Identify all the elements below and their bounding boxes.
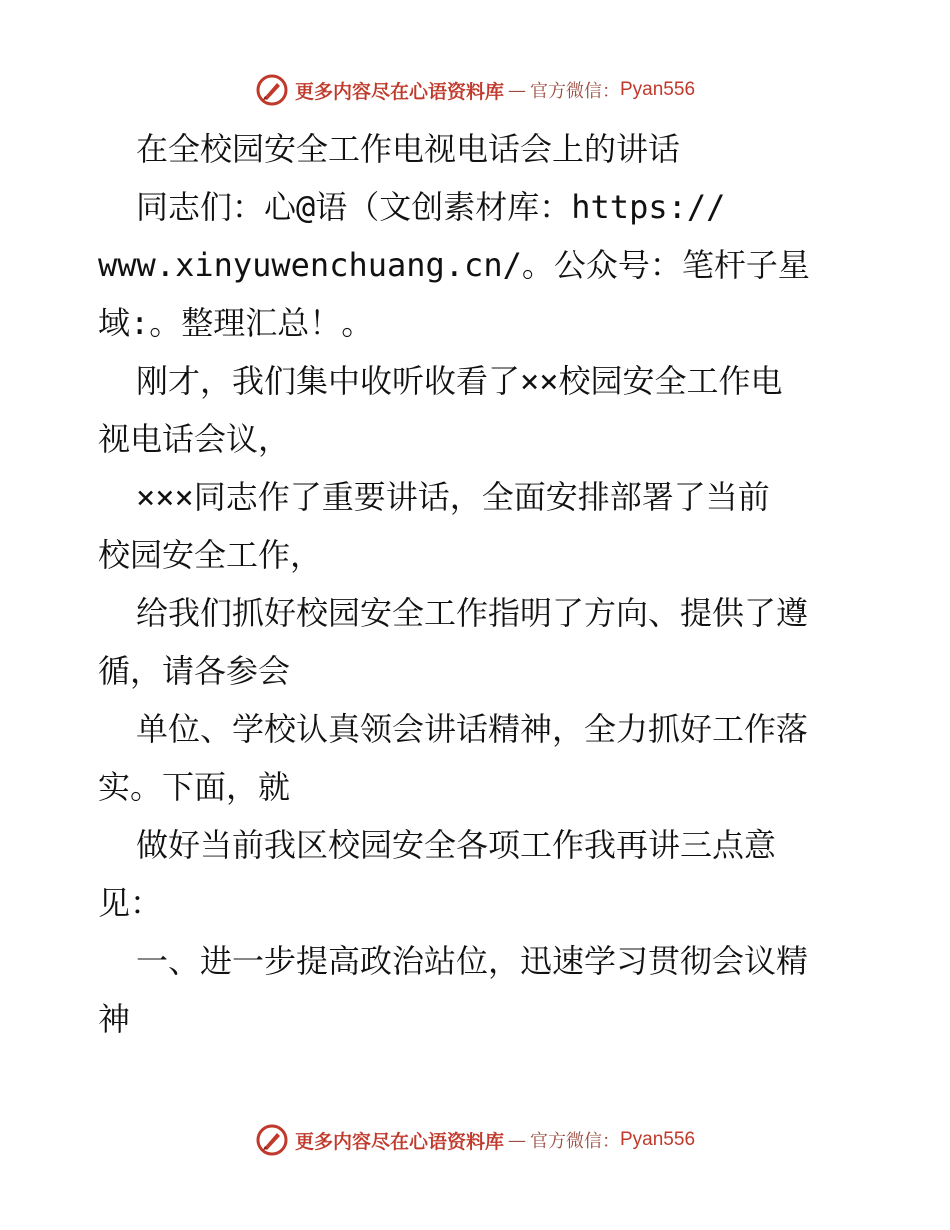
watermark-contact-id: Pyan556 (620, 1129, 696, 1150)
paragraph-line: www.xinyuwenchuang.cn/。公众号：笔杆子星 (98, 246, 810, 284)
watermark-contact-label: 官方微信： (530, 1131, 620, 1152)
paragraph-line: 神 (98, 1000, 131, 1038)
pen-circle-logo-icon (255, 73, 289, 107)
document-body (98, 120, 868, 1048)
paragraph-line: 做好当前我区校园安全各项工作我再讲三点意 (136, 826, 777, 864)
watermark-dash: — (508, 79, 526, 101)
paragraph-line: 刚才，我们集中收听收看了××校园安全工作电 (136, 362, 783, 400)
watermark-text: 更多内容尽在心语资料库 (294, 1130, 504, 1153)
watermark-text: 更多内容尽在心语资料库 (294, 80, 504, 103)
paragraph-line: ×××同志作了重要讲话，全面安排部署了当前 (136, 478, 770, 516)
paragraph-line: 给我们抓好校园安全工作指明了方向、提供了遵 (136, 594, 809, 632)
footer-watermark (0, 1120, 950, 1160)
paragraph-line: 域:。整理汇总！。 (98, 304, 374, 342)
watermark-contact-label: 官方微信： (530, 81, 620, 102)
document-title: 在全校园安全工作电视电话会上的讲话 (136, 130, 681, 168)
header-watermark (0, 70, 950, 110)
paragraph-line: 单位、学校认真领会讲话精神，全力抓好工作落 (136, 710, 809, 748)
paragraph-line: 循，请各参会 (98, 652, 291, 690)
pen-circle-logo-icon (255, 1123, 289, 1157)
section-heading: 一、进一步提高政治站位，迅速学习贯彻会议精 (136, 942, 809, 980)
watermark-contact-id: Pyan556 (620, 79, 696, 100)
paragraph-line: 视电话会议， (98, 420, 291, 458)
paragraph-line: 同志们：心@语（文创素材库：https:// (136, 188, 726, 226)
paragraph-line: 实。下面，就 (98, 768, 291, 806)
paragraph-line: 见： (98, 884, 163, 922)
watermark-dash: — (508, 1129, 526, 1151)
paragraph-line: 校园安全工作， (98, 536, 323, 574)
